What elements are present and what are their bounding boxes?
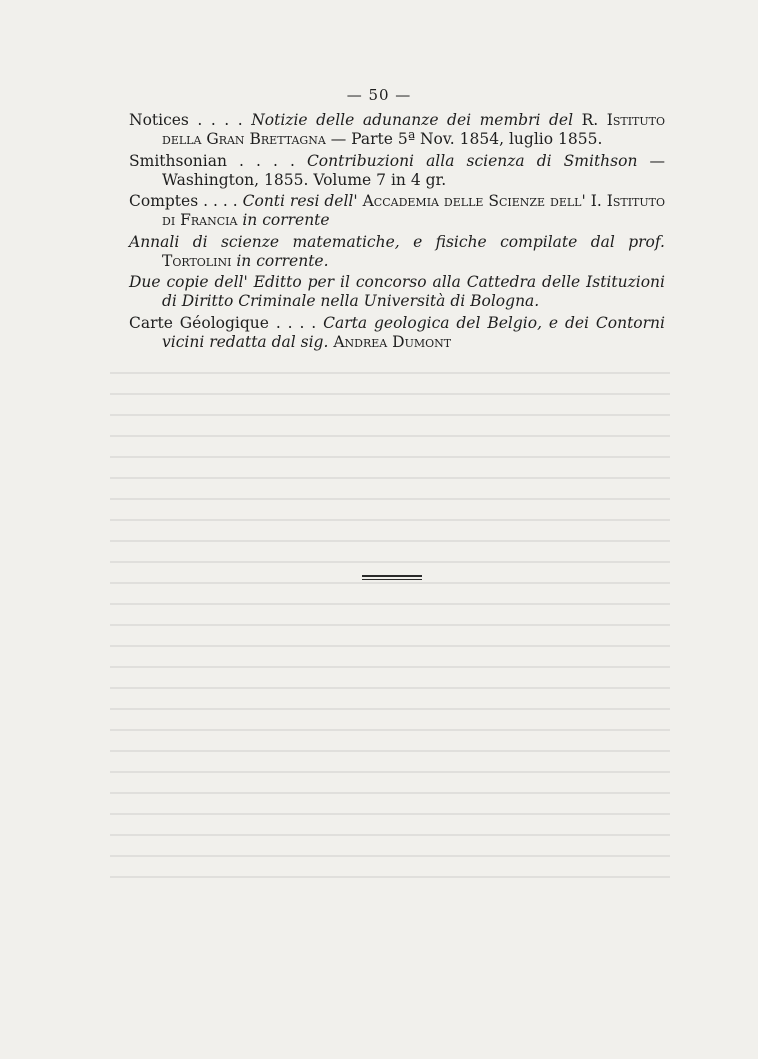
entry-text: Andrea Dumont	[333, 332, 452, 351]
entry-text: Tortolini	[162, 251, 232, 270]
entry-text: Notices . . . .	[129, 111, 252, 129]
list-item	[129, 273, 665, 311]
list-item	[129, 111, 665, 149]
entry-text: Contribuzioni alla scienza di Smithson	[306, 151, 638, 170]
entry-list	[129, 111, 665, 354]
divider-line	[362, 579, 422, 581]
entry-text: Istituto della Gran Brettagna	[162, 111, 666, 148]
entry-text: in corrente	[237, 211, 330, 229]
list-item	[129, 314, 665, 352]
show-through-texture	[110, 360, 670, 880]
list-item	[129, 152, 665, 190]
list-item	[129, 192, 665, 230]
entry-text: Conti resi dell'	[242, 192, 363, 210]
entry-text: in corrente.	[231, 251, 329, 270]
entry-text: R.	[581, 111, 607, 129]
entry-text: Comptes . . . .	[129, 192, 243, 210]
entry-text: Carta geologica del Belgio, e dei Contorni vicini redatta dal sig.	[162, 313, 665, 351]
page-number: — 50 —	[346, 86, 412, 104]
entry-text: Carte Géologique . . . .	[129, 313, 324, 332]
divider-line	[362, 575, 422, 577]
entry-text: Due copie dell' Editto per il concorso alla Cattedra delle Istituzioni di Diritto Criminale nella Università di Bologna.	[129, 273, 665, 310]
entry-text: Notizie delle adunanze dei membri del	[251, 111, 582, 129]
section-divider	[362, 575, 422, 582]
entry-text: Annali di scienze matematiche, e fisiche compilate dal prof.	[129, 232, 665, 251]
entry-text: — Washington, 1855. Volume 7 in 4 gr.	[162, 151, 665, 189]
entry-text: Smithsonian . . . .	[129, 151, 307, 170]
entry-text: Accademia delle Scienze dell' I. Istituto di Francia	[162, 192, 665, 229]
entry-text: — Parte 5ª Nov. 1854, luglio 1855.	[325, 130, 603, 148]
list-item	[129, 233, 665, 271]
